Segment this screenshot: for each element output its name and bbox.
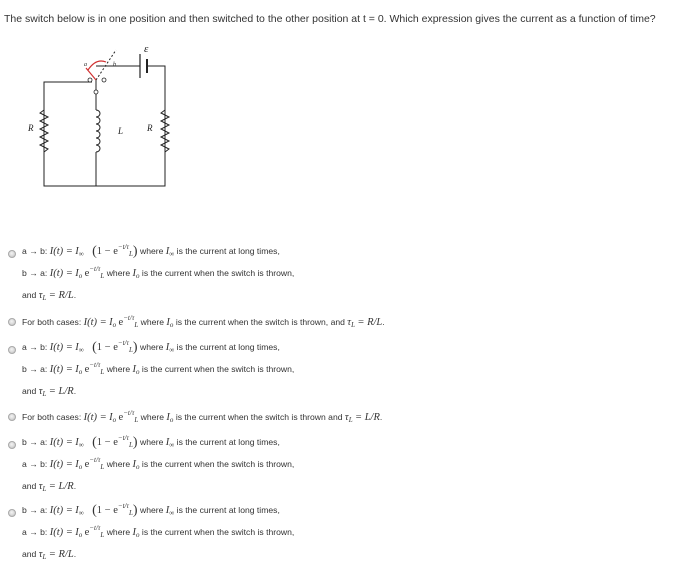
option-5-line-2: a → b: $I(t) = I_o$ $e^{-t/\tau}_L$ where $I_o$ is the current when the switch is thrown,	[22, 456, 295, 471]
option-5-line-3: and $\tau_L = L/R$.	[22, 481, 77, 493]
terminal-a	[88, 78, 92, 82]
radio-option-4[interactable]	[8, 413, 16, 421]
label-left-resistor: R	[28, 123, 34, 133]
terminal-pivot	[94, 90, 98, 94]
radio-option-1[interactable]	[8, 250, 16, 258]
label-emf: ε	[144, 43, 149, 55]
option-1-line-1: a → b: $I(t) = I_\infty$ $(1 - e^{-t/\tau}_L)$ where $I_\infty$ is the current at long times,	[22, 243, 280, 259]
option-6-line-3: and $\tau_L = R/L$.	[22, 549, 77, 561]
option-4-line-1: For both cases: $I(t) = I_o$ $e^{-t/\tau}_L$ where $I_o$ is the current when the switch is thrown and $\tau_L = L/R$.	[22, 409, 383, 424]
question-text: The switch below is in one position and then switched to the other position at t = 0. Which expression gives the current as a function of time?	[4, 13, 656, 25]
option-2-line-1: For both cases: $I(t) = I_o$ $e^{-t/\tau}_L$ where $I_o$ is the current when the switch is thrown, and $\tau_L = R/L$.	[22, 314, 385, 329]
option-1-line-2: b → a: $I(t) = I_o$ $e^{-t/\tau}_L$ where $I_o$ is the current when the switch is thrown,	[22, 265, 295, 280]
wire-left	[44, 82, 96, 186]
label-a: a	[84, 62, 87, 68]
radio-option-3[interactable]	[8, 346, 16, 354]
wire-right	[96, 66, 165, 186]
inductor-coil	[96, 110, 100, 152]
option-6-line-1: b → a: $I(t) = I_\infty$ $(1 - e^{-t/\tau}_L)$ where $I_\infty$ is the current at long times,	[22, 502, 280, 518]
label-right-resistor: R	[147, 123, 153, 133]
radio-option-6[interactable]	[8, 509, 16, 517]
label-b: b	[113, 62, 116, 68]
option-3-line-2: b → a: $I(t) = I_o$ $e^{-t/\tau}_L$ where $I_o$ is the current when the switch is thrown,	[22, 361, 295, 376]
radio-option-2[interactable]	[8, 318, 16, 326]
label-inductor: L	[118, 126, 124, 136]
option-6-line-2: a → b: $I(t) = I_o$ $e^{-t/\tau}_L$ where $I_o$ is the current when the switch is thrown,	[22, 524, 295, 539]
option-3-line-3: and $\tau_L = L/R$.	[22, 386, 77, 398]
option-3-line-1: a → b: $I(t) = I_\infty$ $(1 - e^{-t/\tau}_L)$ where $I_\infty$ is the current at long times,	[22, 339, 280, 355]
circuit-diagram	[0, 0, 700, 230]
radio-option-5[interactable]	[8, 441, 16, 449]
option-1-line-3: and $\tau_L = R/L$.	[22, 290, 77, 302]
terminal-b	[102, 78, 106, 82]
option-5-line-1: b → a: $I(t) = I_\infty$ $(1 - e^{-t/\tau}_L)$ where $I_\infty$ is the current at long times,	[22, 434, 280, 450]
